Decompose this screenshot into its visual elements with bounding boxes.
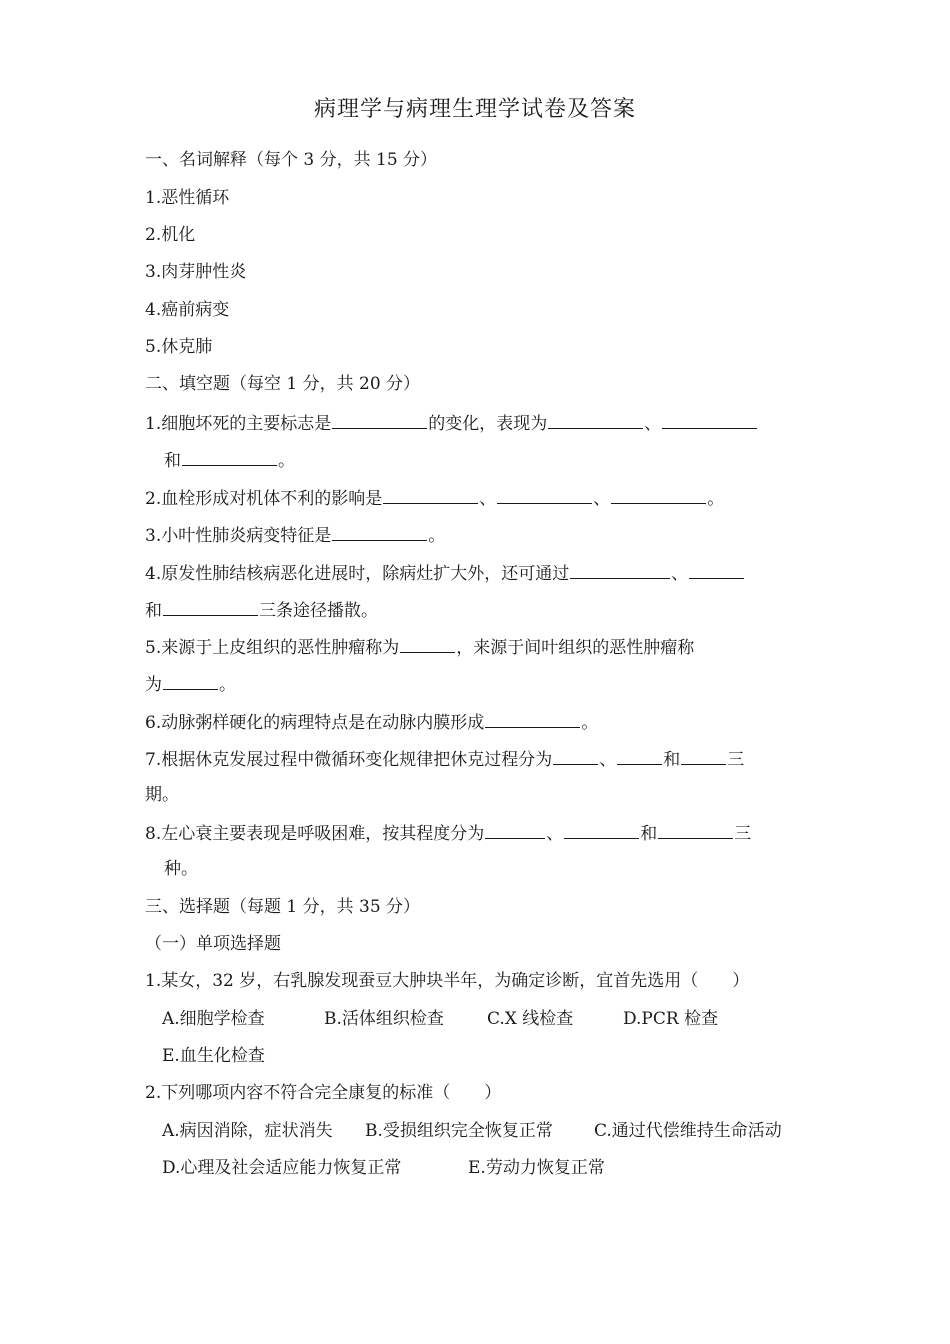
choice-question-1-stem: 1.某女，32 岁，右乳腺发现蚕豆大肿块半年，为确定诊断，宜首先选用（ ） — [145, 971, 750, 991]
q-text: 、 — [593, 489, 611, 509]
q-text: 、 — [599, 750, 617, 770]
option-d[interactable]: D.心理及社会适应能力恢复正常 — [162, 1158, 402, 1178]
choice-question-2-options — [162, 1119, 782, 1143]
fill-question-3 — [145, 522, 445, 546]
subsection-heading: （一）单项选择题 — [145, 934, 281, 954]
answer-blank[interactable] — [564, 820, 639, 839]
answer-blank[interactable] — [163, 597, 258, 616]
section-1-heading: 一、名词解释（每个 3 分，共 15 分） — [145, 150, 438, 170]
answer-blank[interactable] — [485, 820, 545, 839]
q-text: 、 — [644, 414, 662, 434]
term-1: 1.恶性循环 — [145, 188, 230, 208]
answer-blank[interactable] — [548, 410, 643, 429]
term-4: 4.癌前病变 — [145, 300, 230, 320]
term-2: 2.机化 — [145, 225, 196, 245]
option-a[interactable]: A.病因消除，症状消失 — [162, 1121, 333, 1141]
fill-question-4-cont — [145, 597, 378, 621]
fill-question-4 — [145, 560, 745, 584]
answer-blank[interactable] — [658, 820, 733, 839]
q-text: ，来源于间叶组织的恶性肿瘤称 — [456, 638, 695, 658]
q-text: 三 — [727, 750, 745, 770]
choice-question-1-options — [162, 1007, 718, 1031]
fill-question-5 — [145, 634, 694, 658]
q-text: 。 — [428, 526, 446, 546]
term-5: 5.休克肺 — [145, 337, 213, 357]
answer-blank[interactable] — [182, 447, 277, 466]
choice-question-2-options-cont — [162, 1156, 605, 1180]
choice-question-2-stem: 2.下列哪项内容不符合完全康复的标准（ ） — [145, 1083, 502, 1103]
answer-blank[interactable] — [617, 746, 662, 765]
q-text: 、 — [546, 824, 564, 844]
answer-blank[interactable] — [662, 410, 757, 429]
q-text: 三 — [734, 824, 752, 844]
fill-question-6 — [145, 709, 598, 733]
option-e[interactable]: E.劳动力恢复正常 — [468, 1158, 605, 1178]
option-d[interactable]: D.PCR 检查 — [623, 1009, 719, 1029]
section-3-heading: 三、选择题（每题 1 分，共 35 分） — [145, 897, 421, 917]
q-text: 6.动脉粥样硬化的病理特点是在动脉内膜形成 — [145, 713, 485, 733]
answer-blank[interactable] — [553, 746, 598, 765]
q-text: 3.小叶性肺炎病变特征是 — [145, 526, 332, 546]
q-text: 、 — [671, 564, 689, 584]
q-text: 5.来源于上皮组织的恶性肿瘤称为 — [145, 638, 400, 658]
q-text: 和 — [164, 451, 181, 471]
q-text: 和 — [640, 824, 658, 844]
answer-blank[interactable] — [163, 671, 218, 690]
fill-question-7 — [145, 746, 744, 770]
answer-blank[interactable] — [611, 485, 706, 504]
answer-blank[interactable] — [689, 560, 744, 579]
section-2-heading: 二、填空题（每空 1 分，共 20 分） — [145, 374, 421, 394]
q-text: 7.根据休克发展过程中微循环变化规律把休克过程分为 — [145, 750, 553, 770]
page-title: 病理学与病理生理学试卷及答案 — [313, 97, 636, 122]
option-c[interactable]: C.通过代偿维持生命活动 — [594, 1121, 782, 1141]
q-text: 2.血栓形成对机体不利的影响是 — [145, 489, 383, 509]
option-b[interactable]: B.受损组织完全恢复正常 — [365, 1121, 553, 1141]
option-c[interactable]: C.X 线检查 — [487, 1009, 574, 1029]
q-text: 8.左心衰主要表现是呼吸困难，按其程度分为 — [145, 824, 485, 844]
q-text: 和 — [663, 750, 681, 770]
q-text: 。 — [581, 713, 599, 733]
answer-blank[interactable] — [332, 410, 427, 429]
q-text: 、 — [479, 489, 497, 509]
fill-question-1-cont — [164, 447, 295, 471]
fill-question-7-cont: 期。 — [145, 785, 179, 805]
q-text: 。 — [278, 451, 295, 471]
q-text: 和 — [145, 601, 162, 621]
answer-blank[interactable] — [383, 485, 478, 504]
q-text: 的变化，表现为 — [428, 414, 548, 434]
option-b[interactable]: B.活体组织检查 — [324, 1009, 444, 1029]
term-3: 3.肉芽肿性炎 — [145, 262, 247, 282]
answer-blank[interactable] — [681, 746, 726, 765]
q-text: 1.细胞坏死的主要标志是 — [145, 414, 332, 434]
fill-question-8 — [145, 820, 751, 844]
fill-question-8-cont: 种。 — [164, 859, 198, 879]
fill-question-2 — [145, 485, 724, 509]
answer-blank[interactable] — [485, 709, 580, 728]
option-a[interactable]: A.细胞学检查 — [162, 1009, 265, 1029]
option-e[interactable]: E.血生化检查 — [162, 1046, 265, 1066]
answer-blank[interactable] — [497, 485, 592, 504]
q-text: 。 — [219, 675, 236, 695]
fill-question-5-cont — [145, 671, 236, 695]
answer-blank[interactable] — [332, 522, 427, 541]
answer-blank[interactable] — [570, 560, 670, 579]
q-text: 。 — [707, 489, 725, 509]
fill-question-1 — [145, 410, 758, 434]
q-text: 三条途径播散。 — [259, 601, 378, 621]
answer-blank[interactable] — [400, 634, 455, 653]
q-text: 4.原发性肺结核病恶化进展时，除病灶扩大外，还可通过 — [145, 564, 570, 584]
q-text: 为 — [145, 675, 162, 695]
